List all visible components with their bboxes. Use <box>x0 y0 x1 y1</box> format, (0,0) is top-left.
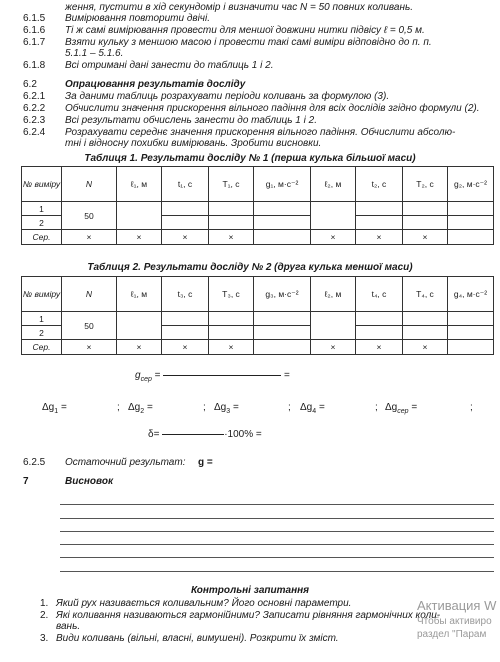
table-row <box>22 202 494 216</box>
column-header: ℓ₁, м <box>117 167 162 202</box>
writing-line[interactable] <box>60 571 494 572</box>
table-2-caption: Таблиця 2. Результати досліду № 2 (друга кулька меншої маси) <box>87 262 413 273</box>
equals-sign: = <box>284 370 290 381</box>
equals-sign: = <box>146 402 153 413</box>
cross-mark: × <box>356 340 403 355</box>
column-header: T₁, с <box>209 167 254 202</box>
delta-g-symbol: Δg <box>385 402 398 413</box>
separator: ; <box>288 402 291 413</box>
column-header: ℓ₁, м <box>117 277 162 312</box>
empty-cell[interactable] <box>356 326 403 340</box>
empty-cell[interactable] <box>209 202 254 216</box>
g-subscript: сер <box>140 376 152 383</box>
column-header: T₄, с <box>403 277 448 312</box>
row-number: 1 <box>22 312 62 326</box>
column-header: g₁, м·с⁻² <box>254 167 311 202</box>
percent-factor: ·100% = <box>224 429 262 440</box>
section-title: Опрацювання результатів досліду <box>65 79 246 90</box>
table-avg-row <box>22 340 494 355</box>
empty-cell[interactable] <box>209 312 254 326</box>
column-header: ℓ₂, м <box>311 277 356 312</box>
cross-mark: × <box>62 340 117 355</box>
empty-cell[interactable] <box>403 216 448 230</box>
fraction-line <box>162 434 224 435</box>
empty-cell[interactable] <box>162 326 209 340</box>
text-line: Обчислити значення прискорення вільного падіння для всіх дослідів згідно формули (2). <box>65 103 480 114</box>
separator: ; <box>203 402 206 413</box>
empty-cell[interactable] <box>403 312 448 326</box>
delta-g-index: 2 <box>140 408 145 415</box>
n-value-cell: 50 <box>62 312 117 340</box>
question-number: 2. <box>40 610 49 621</box>
abs-error-dg3 <box>214 402 239 415</box>
text-line: Ті ж самі вимірювання провести для меншої довжини нитки підвісу ℓ = 0,5 м. <box>65 25 425 36</box>
empty-cell[interactable] <box>254 216 311 230</box>
item-number: 6.1.8 <box>23 60 46 71</box>
activation-watermark-title: Активация W <box>417 598 497 613</box>
delta-symbol: δ= <box>148 429 160 440</box>
table-row <box>22 312 494 326</box>
equals-sign: = <box>60 402 67 413</box>
conclusion-title: Висновок <box>65 476 114 487</box>
column-header: ℓ₂, м <box>311 167 356 202</box>
empty-cell[interactable] <box>356 202 403 216</box>
empty-cell[interactable] <box>448 216 494 230</box>
writing-line[interactable] <box>60 518 494 519</box>
item-number: 6.2.4 <box>23 127 46 138</box>
separator: ; <box>375 402 378 413</box>
column-header: t₂, с <box>356 167 403 202</box>
equals-sign: = <box>154 370 161 381</box>
activation-watermark-text: Чтобы активиро <box>417 616 492 627</box>
item-number: 6.1.5 <box>23 13 46 24</box>
fraction-line <box>163 375 281 376</box>
cross-mark: × <box>117 340 162 355</box>
item-number: 6.2.2 <box>23 103 46 114</box>
question-text: вань. <box>56 621 81 632</box>
empty-cell[interactable] <box>209 326 254 340</box>
delta-g-symbol: Δg <box>300 402 313 413</box>
empty-cell[interactable] <box>356 216 403 230</box>
table-1-caption: Таблиця 1. Результати досліду № 1 (перша кулька більшої маси) <box>84 153 416 164</box>
empty-cell[interactable] <box>403 202 448 216</box>
g-symbol: g <box>135 370 141 381</box>
empty-cell[interactable] <box>311 312 356 340</box>
cross-mark: × <box>117 230 162 245</box>
section-number: 6.2 <box>23 79 37 90</box>
delta-g-index: 3 <box>226 408 231 415</box>
cross-mark: × <box>209 230 254 245</box>
delta-g-symbol: Δg <box>42 402 55 413</box>
item-number: 6.2.3 <box>23 115 46 126</box>
delta-g-symbol: Δg <box>214 402 227 413</box>
empty-cell[interactable] <box>254 202 311 216</box>
empty-cell[interactable] <box>448 230 494 245</box>
row-number: 2 <box>22 326 62 340</box>
text-line: Розрахувати середнє значення прискорення вільного падіння. Обчислити абсолю- <box>65 127 456 138</box>
empty-cell[interactable] <box>254 340 311 355</box>
control-questions-title: Контрольні запитання <box>190 585 310 596</box>
column-header: g₃, м·с⁻² <box>254 277 311 312</box>
abs-error-dg2 <box>128 402 153 415</box>
column-header: T₂, с <box>403 167 448 202</box>
item-number: 6.2.1 <box>23 91 46 102</box>
writing-line[interactable] <box>60 557 494 558</box>
table-header-row <box>22 277 494 312</box>
question-number: 1. <box>40 598 49 609</box>
row-number: 1 <box>22 202 62 216</box>
text-line: 5.1.1 – 5.1.6. <box>65 48 124 59</box>
question-number: 3. <box>40 633 49 644</box>
cross-mark: × <box>162 340 209 355</box>
table-avg-row <box>22 230 494 245</box>
n-value-cell: 50 <box>62 202 117 230</box>
empty-cell[interactable] <box>403 326 448 340</box>
empty-cell[interactable] <box>162 202 209 216</box>
empty-cell[interactable] <box>254 230 311 245</box>
equals-sign: = <box>411 402 418 413</box>
avg-label: Сер. <box>22 230 62 245</box>
writing-line[interactable] <box>60 531 494 532</box>
separator: ; <box>117 402 120 413</box>
avg-label: Сер. <box>22 340 62 355</box>
writing-line[interactable] <box>60 544 494 545</box>
column-header: № виміру <box>22 277 62 312</box>
empty-cell[interactable] <box>254 312 311 326</box>
cross-mark: × <box>403 340 448 355</box>
text-line: тні і відносну похибки вимірювань. Зробити висновки. <box>65 138 322 149</box>
empty-cell[interactable] <box>117 202 162 230</box>
equals-sign: = <box>318 402 325 413</box>
cross-mark: × <box>162 230 209 245</box>
column-header: t₁, с <box>162 167 209 202</box>
text-line: Вимірювання повторити двічі. <box>65 13 210 24</box>
results-table-2 <box>21 276 494 355</box>
activation-watermark-text: раздел "Парам <box>417 629 487 640</box>
delta-g-symbol: Δg <box>128 402 141 413</box>
text-line: ження, пустити в хід секундомір і визначити час N = 50 повних коливань. <box>65 2 413 13</box>
text-line: За даними таблиць розрахувати періоди коливань за формулою (3). <box>65 91 390 102</box>
question-text: Види коливань (вільні, власні, вимушені). Розкрити їх зміст. <box>56 633 339 644</box>
column-header: N <box>62 277 117 312</box>
abs-error-dg-avg <box>385 402 417 415</box>
abs-error-dg4 <box>300 402 325 415</box>
delta-g-index: сер <box>397 408 409 415</box>
empty-cell[interactable] <box>448 202 494 216</box>
empty-cell[interactable] <box>448 312 494 326</box>
empty-cell[interactable] <box>448 326 494 340</box>
g-average-formula <box>135 370 290 383</box>
column-header: t₄, с <box>356 277 403 312</box>
separator: ; <box>470 402 473 413</box>
cross-mark: × <box>311 340 356 355</box>
cross-mark: × <box>311 230 356 245</box>
column-header: № виміру <box>22 167 62 202</box>
final-g-value: g = <box>198 457 213 468</box>
item-number: 6.2.5 <box>23 457 46 468</box>
column-header: T₃, с <box>209 277 254 312</box>
item-number: 6.1.6 <box>23 25 46 36</box>
empty-cell[interactable] <box>448 340 494 355</box>
cross-mark: × <box>62 230 117 245</box>
equals-sign: = <box>232 402 239 413</box>
empty-cell[interactable] <box>254 326 311 340</box>
empty-cell[interactable] <box>356 312 403 326</box>
question-text: Який рух називається коливальним? Його основні параметри. <box>56 598 352 609</box>
question-text: Які коливання називаються гармонійними? Записати рівняння гармонічних коли- <box>56 610 441 621</box>
final-result-label: Остаточний результат: <box>65 457 186 468</box>
row-number: 2 <box>22 216 62 230</box>
table-header-row <box>22 167 494 202</box>
text-line: Всі отримані дані занести до таблиць 1 і 2. <box>65 60 274 71</box>
delta-g-index: 1 <box>54 408 59 415</box>
cross-mark: × <box>403 230 448 245</box>
delta-g-index: 4 <box>312 408 317 415</box>
section-number: 7 <box>23 476 29 487</box>
text-line: Взяти кульку з меншою масою і провести такі самі виміри відповідно до п. п. <box>65 37 432 48</box>
abs-error-dg1 <box>42 402 67 415</box>
empty-cell[interactable] <box>311 202 356 230</box>
cross-mark: × <box>356 230 403 245</box>
text-line: Всі результати обчислень занести до таблиць 1 і 2. <box>65 115 317 126</box>
column-header: t₃, с <box>162 277 209 312</box>
relative-error-formula <box>148 429 262 440</box>
empty-cell[interactable] <box>162 312 209 326</box>
column-header: g₂, м·с⁻² <box>448 167 494 202</box>
results-table-1 <box>21 166 494 245</box>
empty-cell[interactable] <box>209 216 254 230</box>
empty-cell[interactable] <box>117 312 162 340</box>
item-number: 6.1.7 <box>23 37 46 48</box>
writing-line[interactable] <box>60 504 494 505</box>
empty-cell[interactable] <box>162 216 209 230</box>
column-header: g₄, м·с⁻² <box>448 277 494 312</box>
column-header: N <box>62 167 117 202</box>
cross-mark: × <box>209 340 254 355</box>
